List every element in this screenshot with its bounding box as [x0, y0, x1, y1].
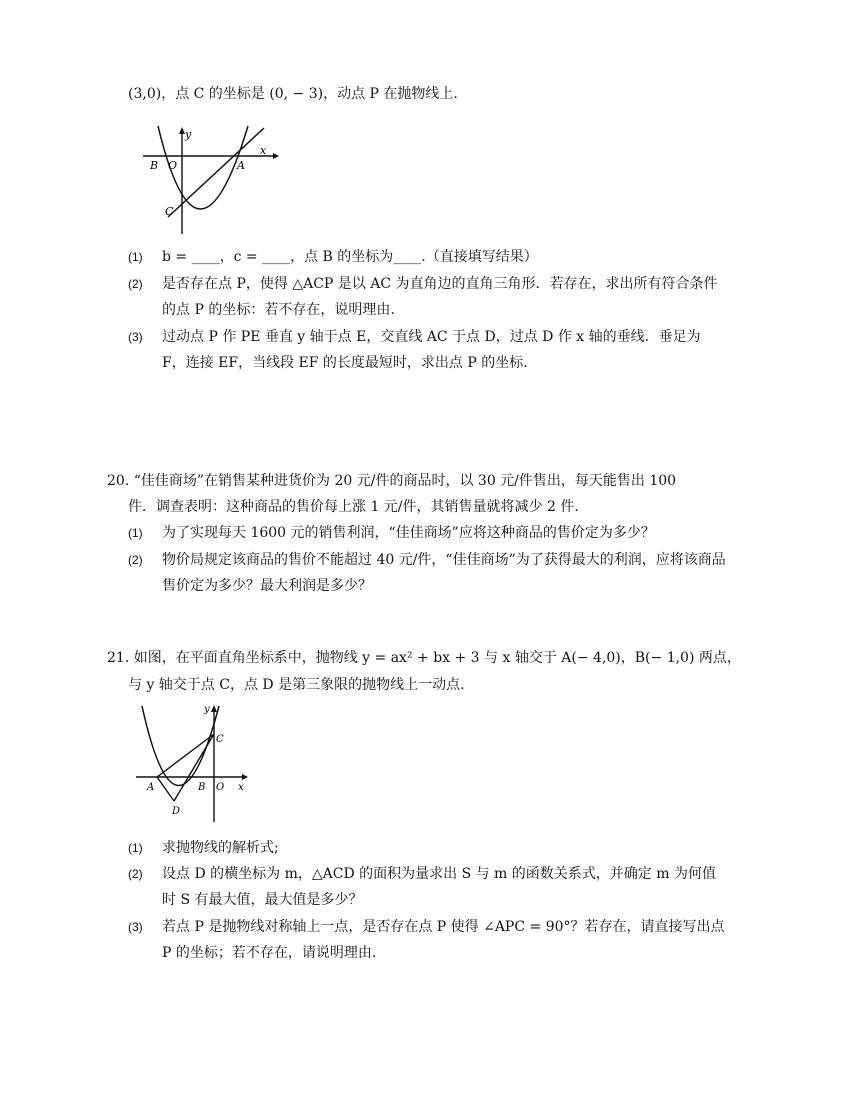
q19-part-2-cont: 的点 P 的坐标：若不存在，说明理由. — [162, 302, 395, 318]
q21-x-label: x — [238, 782, 244, 793]
q21-part-3-cont: P 的坐标；若不存在，请说明理由. — [162, 945, 377, 961]
q19-part-2-text: 是否存在点 P，使得 △ACP 是以 AC 为直角边的直角三角形．若存在，求出所有符合条件 — [162, 276, 718, 292]
q19-label-o: O — [168, 159, 178, 172]
q19-figure — [138, 122, 288, 242]
q21-part-1 — [128, 838, 279, 858]
q19-y-label: y — [185, 128, 192, 141]
q21-label-o: O — [216, 782, 225, 793]
q20-part-1-text: 为了实现每天 1600 元的销售利润，“佳佳商场”应将这种商品的售价定为多少？ — [162, 525, 655, 541]
q19-part-1-num: (1) — [128, 250, 143, 264]
q21-part-2-cont: 时 S 有最大值，最大值是多少？ — [162, 892, 363, 908]
q20-stem-line-2: 件．调查表明：这种商品的售价每上涨 1 元/件，其销售量就将减少 2 件. — [128, 499, 579, 515]
q19-part-3 — [128, 327, 701, 347]
q20-part-2-text: 物价局规定该商品的售价不能超过 40 元/件，“佳佳商场”为了获得最大的利润，应将该商品 — [162, 552, 726, 568]
q19-part-3-cont: F，连接 EF，当线段 EF 的长度最短时，求出点 P 的坐标. — [162, 355, 528, 371]
q21-y-label: y — [204, 704, 210, 715]
q21-part-3 — [128, 917, 725, 937]
q21-part-2-text: 设点 D 的横坐标为 m，△ACD 的面积为量求出 S 与 m 的函数关系式，并确定 m 为何值 — [162, 866, 716, 882]
q21-part-1-text: 求抛物线的解析式; — [162, 840, 279, 856]
q21-label-d: D — [172, 806, 181, 817]
q20-part-2-cont: 售价定为多少？最大利润是多少？ — [162, 578, 372, 594]
q20-part-2-num: (2) — [128, 553, 143, 567]
q19-label-a: A — [237, 159, 245, 172]
q19-part-3-text: 过动点 P 作 PE 垂直 y 轴于点 E，交直线 AC 于点 D，过点 D 作 x 轴的垂线．垂足为 — [162, 329, 701, 345]
q20-stem-line-1: 20. “佳佳商场”在销售某种进货价为 20 元/件的商品时，以 30 元/件售出，每天能售出 100 — [107, 473, 677, 489]
q20-part-1-num: (1) — [128, 526, 143, 540]
q21-part-1-num: (1) — [128, 841, 143, 855]
q19-part-3-num: (3) — [128, 330, 143, 344]
q21-stem-line-1: 21. 如图，在平面直角坐标系中，抛物线 y = ax² + bx + 3 与 x 轴交于 A(− 4,0)，B(− 1,0) 两点， — [107, 650, 741, 666]
q20-part-2 — [128, 550, 726, 570]
q21-part-2-num: (2) — [128, 867, 143, 881]
q19-part-1 — [128, 247, 538, 267]
q21-label-c: C — [216, 734, 224, 745]
q21-part-3-text: 若点 P 是抛物线对称轴上一点，是否存在点 P 使得 ∠APC = 90°？若存在，请直接写出点 — [162, 919, 725, 935]
q21-part-2 — [128, 864, 716, 884]
q19-label-c: C — [165, 205, 174, 218]
q20-part-1 — [128, 523, 655, 543]
q19-label-b: B — [150, 159, 159, 172]
q19-part-2 — [128, 274, 718, 294]
q21-label-a: A — [147, 782, 155, 793]
q19-part-2-num: (2) — [128, 277, 143, 291]
q21-figure — [134, 700, 254, 825]
q19-x-label: x — [260, 144, 267, 157]
q21-part-3-num: (3) — [128, 920, 143, 934]
q21-stem-line-2: 与 y 轴交于点 C，点 D 是第三象限的抛物线上一动点. — [128, 677, 465, 693]
q19-part-1-text: b = ____，c = ____，点 B 的坐标为____.（直接填写结果） — [162, 249, 538, 265]
q21-label-b: B — [198, 782, 206, 793]
q19-intro: (3,0)，点 C 的坐标是 (0, − 3)，动点 P 在抛物线上. — [128, 86, 458, 102]
